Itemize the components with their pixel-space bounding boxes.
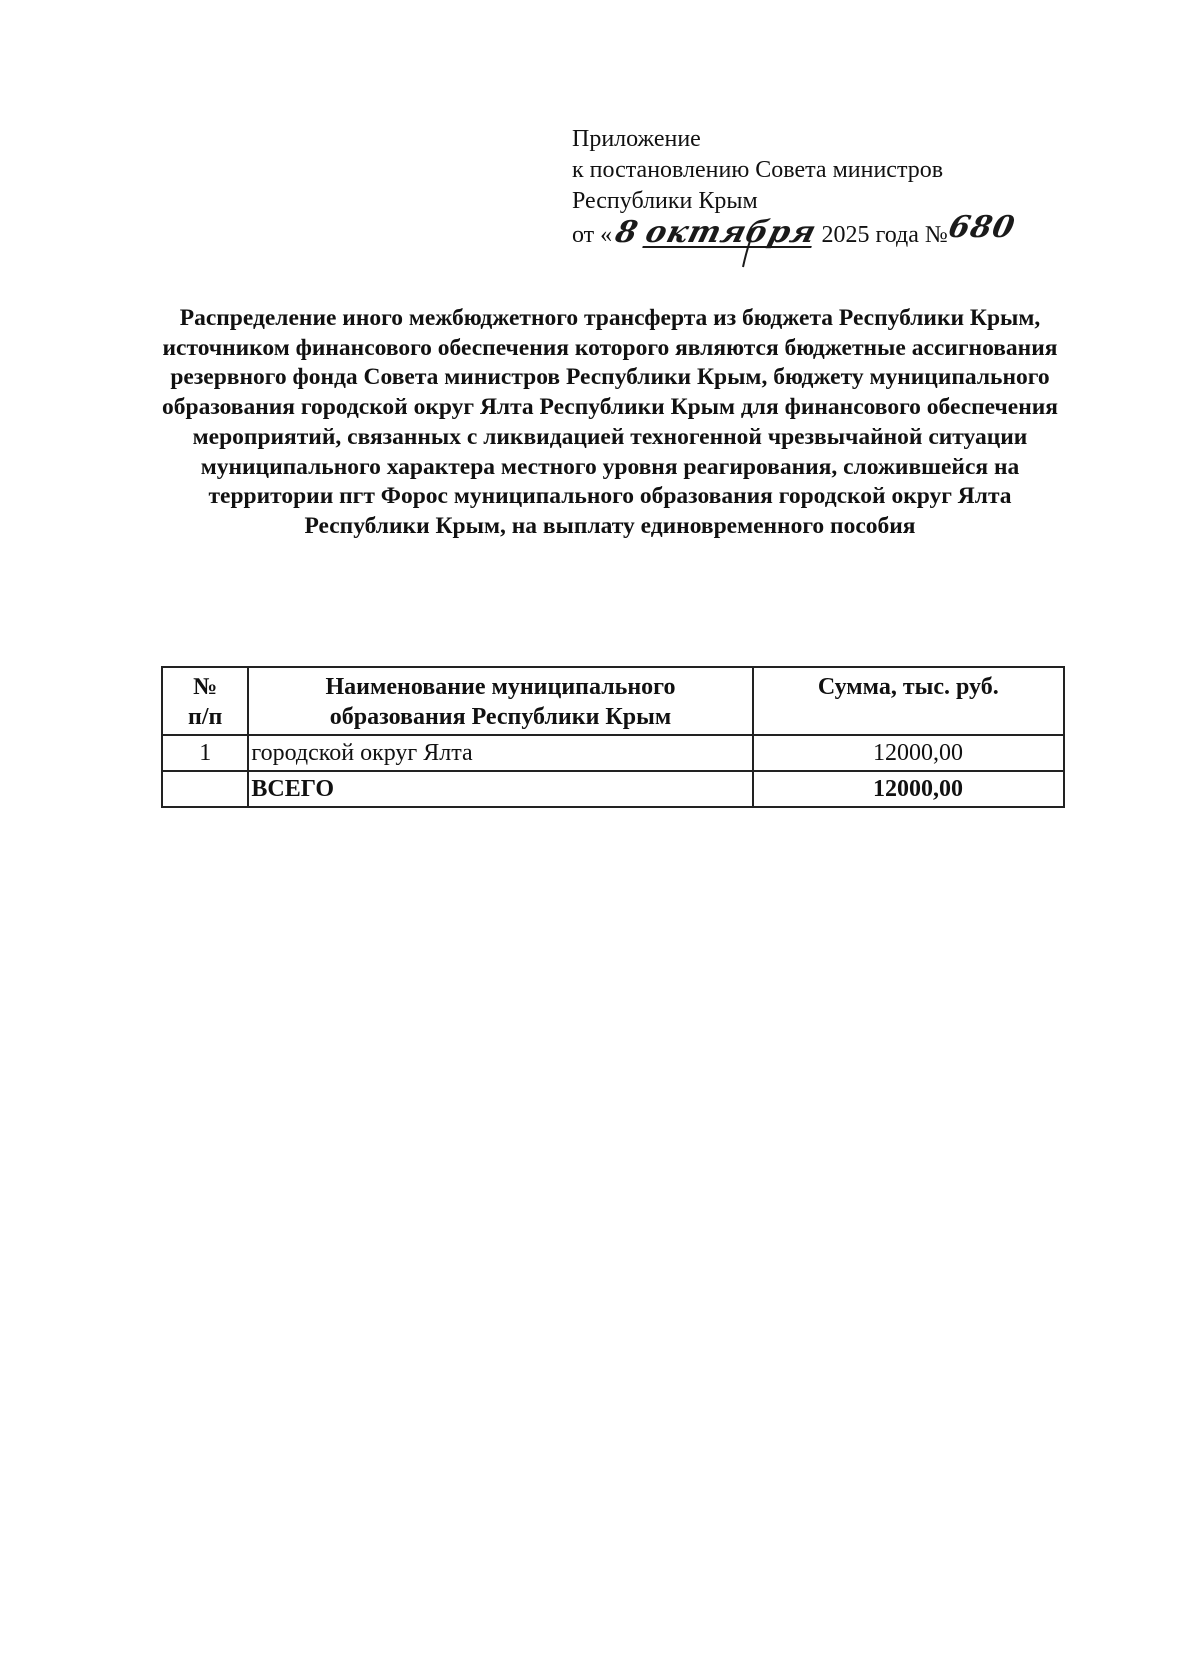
header-municipality-line1: Наименование муниципального xyxy=(325,674,676,700)
header-sum: Сумма, тыс. руб. xyxy=(753,667,1064,735)
row-number: 1 xyxy=(162,735,248,771)
document-title: Распределение иного межбюджетного трансферта из бюджета Республики Крым, источником финансового обеспечения которого являются бюджетные ассигнования резервного фонда Совета министров Республики Крым, бюджету муниципального образования городской округ Ялта Республики Крым для финансового обеспечения мероприятий, связанных с ликвидацией техногенной чрезвычайной ситуации муниципального характера местного уровня реагирования, сложившейся на территории пгт Форос муниципального образования городской округ Ялта Республики Крым, на выплату единовременного пособия xyxy=(162,305,1058,539)
total-sum: 12000,00 xyxy=(753,771,1064,807)
header-number xyxy=(162,667,248,735)
appendix-date-line xyxy=(572,210,1042,250)
header-municipality-line2: образования Республики Крым xyxy=(329,704,672,730)
appendix-label: Приложение xyxy=(572,126,701,152)
header-number-pp: п/п xyxy=(188,704,223,730)
table-total-row xyxy=(162,771,1064,807)
row-sum: 12000,00 xyxy=(753,735,1064,771)
appendix-header xyxy=(572,124,1042,248)
table-header-row xyxy=(162,667,1064,735)
header-number-symbol: № xyxy=(193,674,218,700)
total-number xyxy=(162,771,248,807)
table-row xyxy=(162,735,1064,771)
appendix-republic-line: Республики Крым xyxy=(572,188,758,214)
date-prefix: от « xyxy=(572,222,613,248)
handwritten-day: 8 xyxy=(612,215,642,250)
total-label: ВСЕГО xyxy=(248,771,752,807)
header-municipality xyxy=(248,667,752,735)
distribution-table xyxy=(161,666,1065,808)
appendix-resolution-line: к постановлению Совета министров xyxy=(572,157,944,183)
row-municipality: городской округ Ялта xyxy=(248,735,752,771)
handwriting-stroke-icon xyxy=(740,239,754,269)
handwritten-month: октября xyxy=(641,215,821,250)
date-year: 2025 года № xyxy=(821,222,948,248)
handwritten-doc-number: 680 xyxy=(945,210,1019,245)
